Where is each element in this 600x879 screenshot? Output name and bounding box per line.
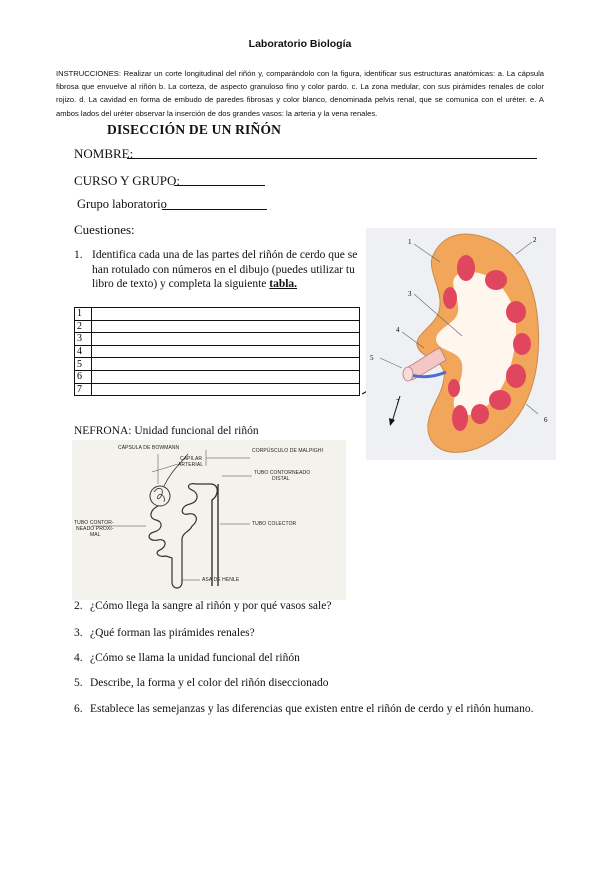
answer-row-number: 3	[75, 333, 92, 346]
question-number: 4.	[74, 652, 83, 664]
answer-row-number: 1	[75, 308, 92, 321]
question-number: 6.	[74, 703, 83, 715]
answer-cell[interactable]	[92, 320, 360, 333]
question-item	[74, 652, 554, 664]
instructions-paragraph: INSTRUCCIONES: Realizar un corte longitudinal del riñón y, comparándolo con la figura, identificar sus estructuras anatómicas: a. La cápsula fibrosa que envuelve al riñón b. La corteza, de aspecto granuloso fino y color pardo. c. La zona medular, con sus pirámides renales de color rojizo. d. La cavidad en forma de embudo de paredes fibrosas y color blanco, denominada pelvis renal, que se comunica con el uréter. e. A ambos lados del uréter observar la inserción de dos grandes vasos: la arteria y la vena renales.	[56, 69, 544, 118]
answer-row	[75, 345, 360, 358]
label-capsula: CÁPSULA DE BOWMANN	[118, 445, 180, 451]
answer-row	[75, 308, 360, 321]
question-text: Establece las semejanzas y las diferencias que existen entre el riñón de cerdo y el riñón humano.	[90, 703, 534, 715]
label-proximal-2: NEADO PROXI-	[76, 526, 114, 532]
q1-body: Identifica cada una de las partes del riñón de cerdo que se han rotulado con números en el dibujo (puedes utilizar tu libro de texto) y completa la siguiente	[92, 249, 358, 290]
answer-row	[75, 358, 360, 371]
question-number: 5.	[74, 677, 83, 689]
curso-label: CURSO Y GRUPO:	[74, 173, 180, 188]
question-text: ¿Cómo se llama la unidad funcional del riñón	[90, 652, 300, 664]
question-item	[74, 703, 554, 715]
cuestiones-label: Cuestiones:	[74, 222, 135, 237]
grupo-line[interactable]	[162, 209, 267, 210]
answer-row-number: 2	[75, 320, 92, 333]
label-distal-1: TUBO CONTORNEADO	[254, 470, 311, 476]
label-corpusculo: CORPÚSCULO DE MALPIGHI	[252, 448, 324, 454]
curso-line[interactable]	[174, 185, 265, 186]
label-colector: TUBO COLECTOR	[252, 521, 297, 527]
kidney-label-5: 5	[370, 354, 374, 362]
q1-emphasis: tabla.	[269, 278, 298, 290]
label-capilar-2: ARTERIAL	[178, 462, 204, 468]
question-text: Describe, la forma y el color del riñón diseccionado	[90, 677, 329, 689]
kidney-label-3: 3	[408, 290, 412, 298]
question-item	[74, 677, 554, 689]
question-item	[74, 627, 554, 639]
kidney-figure	[366, 228, 556, 460]
answer-cell[interactable]	[92, 383, 360, 396]
nombre-label: NOMBRE:	[74, 146, 134, 161]
answer-cell[interactable]	[92, 333, 360, 346]
label-henle: ASA DE HENLE	[202, 577, 240, 583]
nombre-line[interactable]	[127, 158, 537, 159]
answer-cell[interactable]	[92, 370, 360, 383]
kidney-label-6: 6	[544, 416, 548, 424]
grupo-label: Grupo laboratorio	[77, 197, 167, 211]
q1-text	[92, 248, 362, 292]
label-proximal-1: TUBO CONTOR-	[74, 520, 114, 526]
answer-table	[74, 307, 360, 396]
ureter-opening	[403, 367, 413, 381]
answer-row-number: 4	[75, 345, 92, 358]
answer-cell[interactable]	[92, 308, 360, 321]
label-capilar-1: CAPILAR	[180, 456, 203, 462]
kidney-label-1: 1	[408, 238, 412, 246]
worksheet-title: DISECCIÓN DE UN RIÑÓN	[107, 122, 282, 137]
question-number: 2.	[74, 600, 83, 612]
question-text: ¿Qué forman las pirámides renales?	[90, 627, 255, 639]
answer-row	[75, 383, 360, 396]
answer-row	[75, 370, 360, 383]
question-number: 3.	[74, 627, 83, 639]
label-distal-2: DISTAL	[272, 476, 290, 482]
q1-number: 1.	[74, 249, 83, 261]
label-proximal-3: MAL	[90, 532, 101, 538]
kidney-label-4: 4	[396, 326, 400, 334]
kidney-label-2: 2	[533, 236, 537, 244]
page-title: Laboratorio Biología	[248, 38, 352, 50]
question-item	[74, 600, 554, 612]
answer-row-number: 7	[75, 383, 92, 396]
question-text: ¿Cómo llega la sangre al riñón y por qué vasos sale?	[90, 600, 332, 612]
nephron-diagram	[72, 440, 346, 600]
answer-cell[interactable]	[92, 345, 360, 358]
answer-row	[75, 333, 360, 346]
answer-row-number: 6	[75, 370, 92, 383]
kidney-label-7: 7	[396, 398, 400, 406]
answer-cell[interactable]	[92, 358, 360, 371]
answer-row-number: 5	[75, 358, 92, 371]
answer-row	[75, 320, 360, 333]
nefrona-title: NEFRONA: Unidad funcional del riñón	[74, 425, 259, 437]
